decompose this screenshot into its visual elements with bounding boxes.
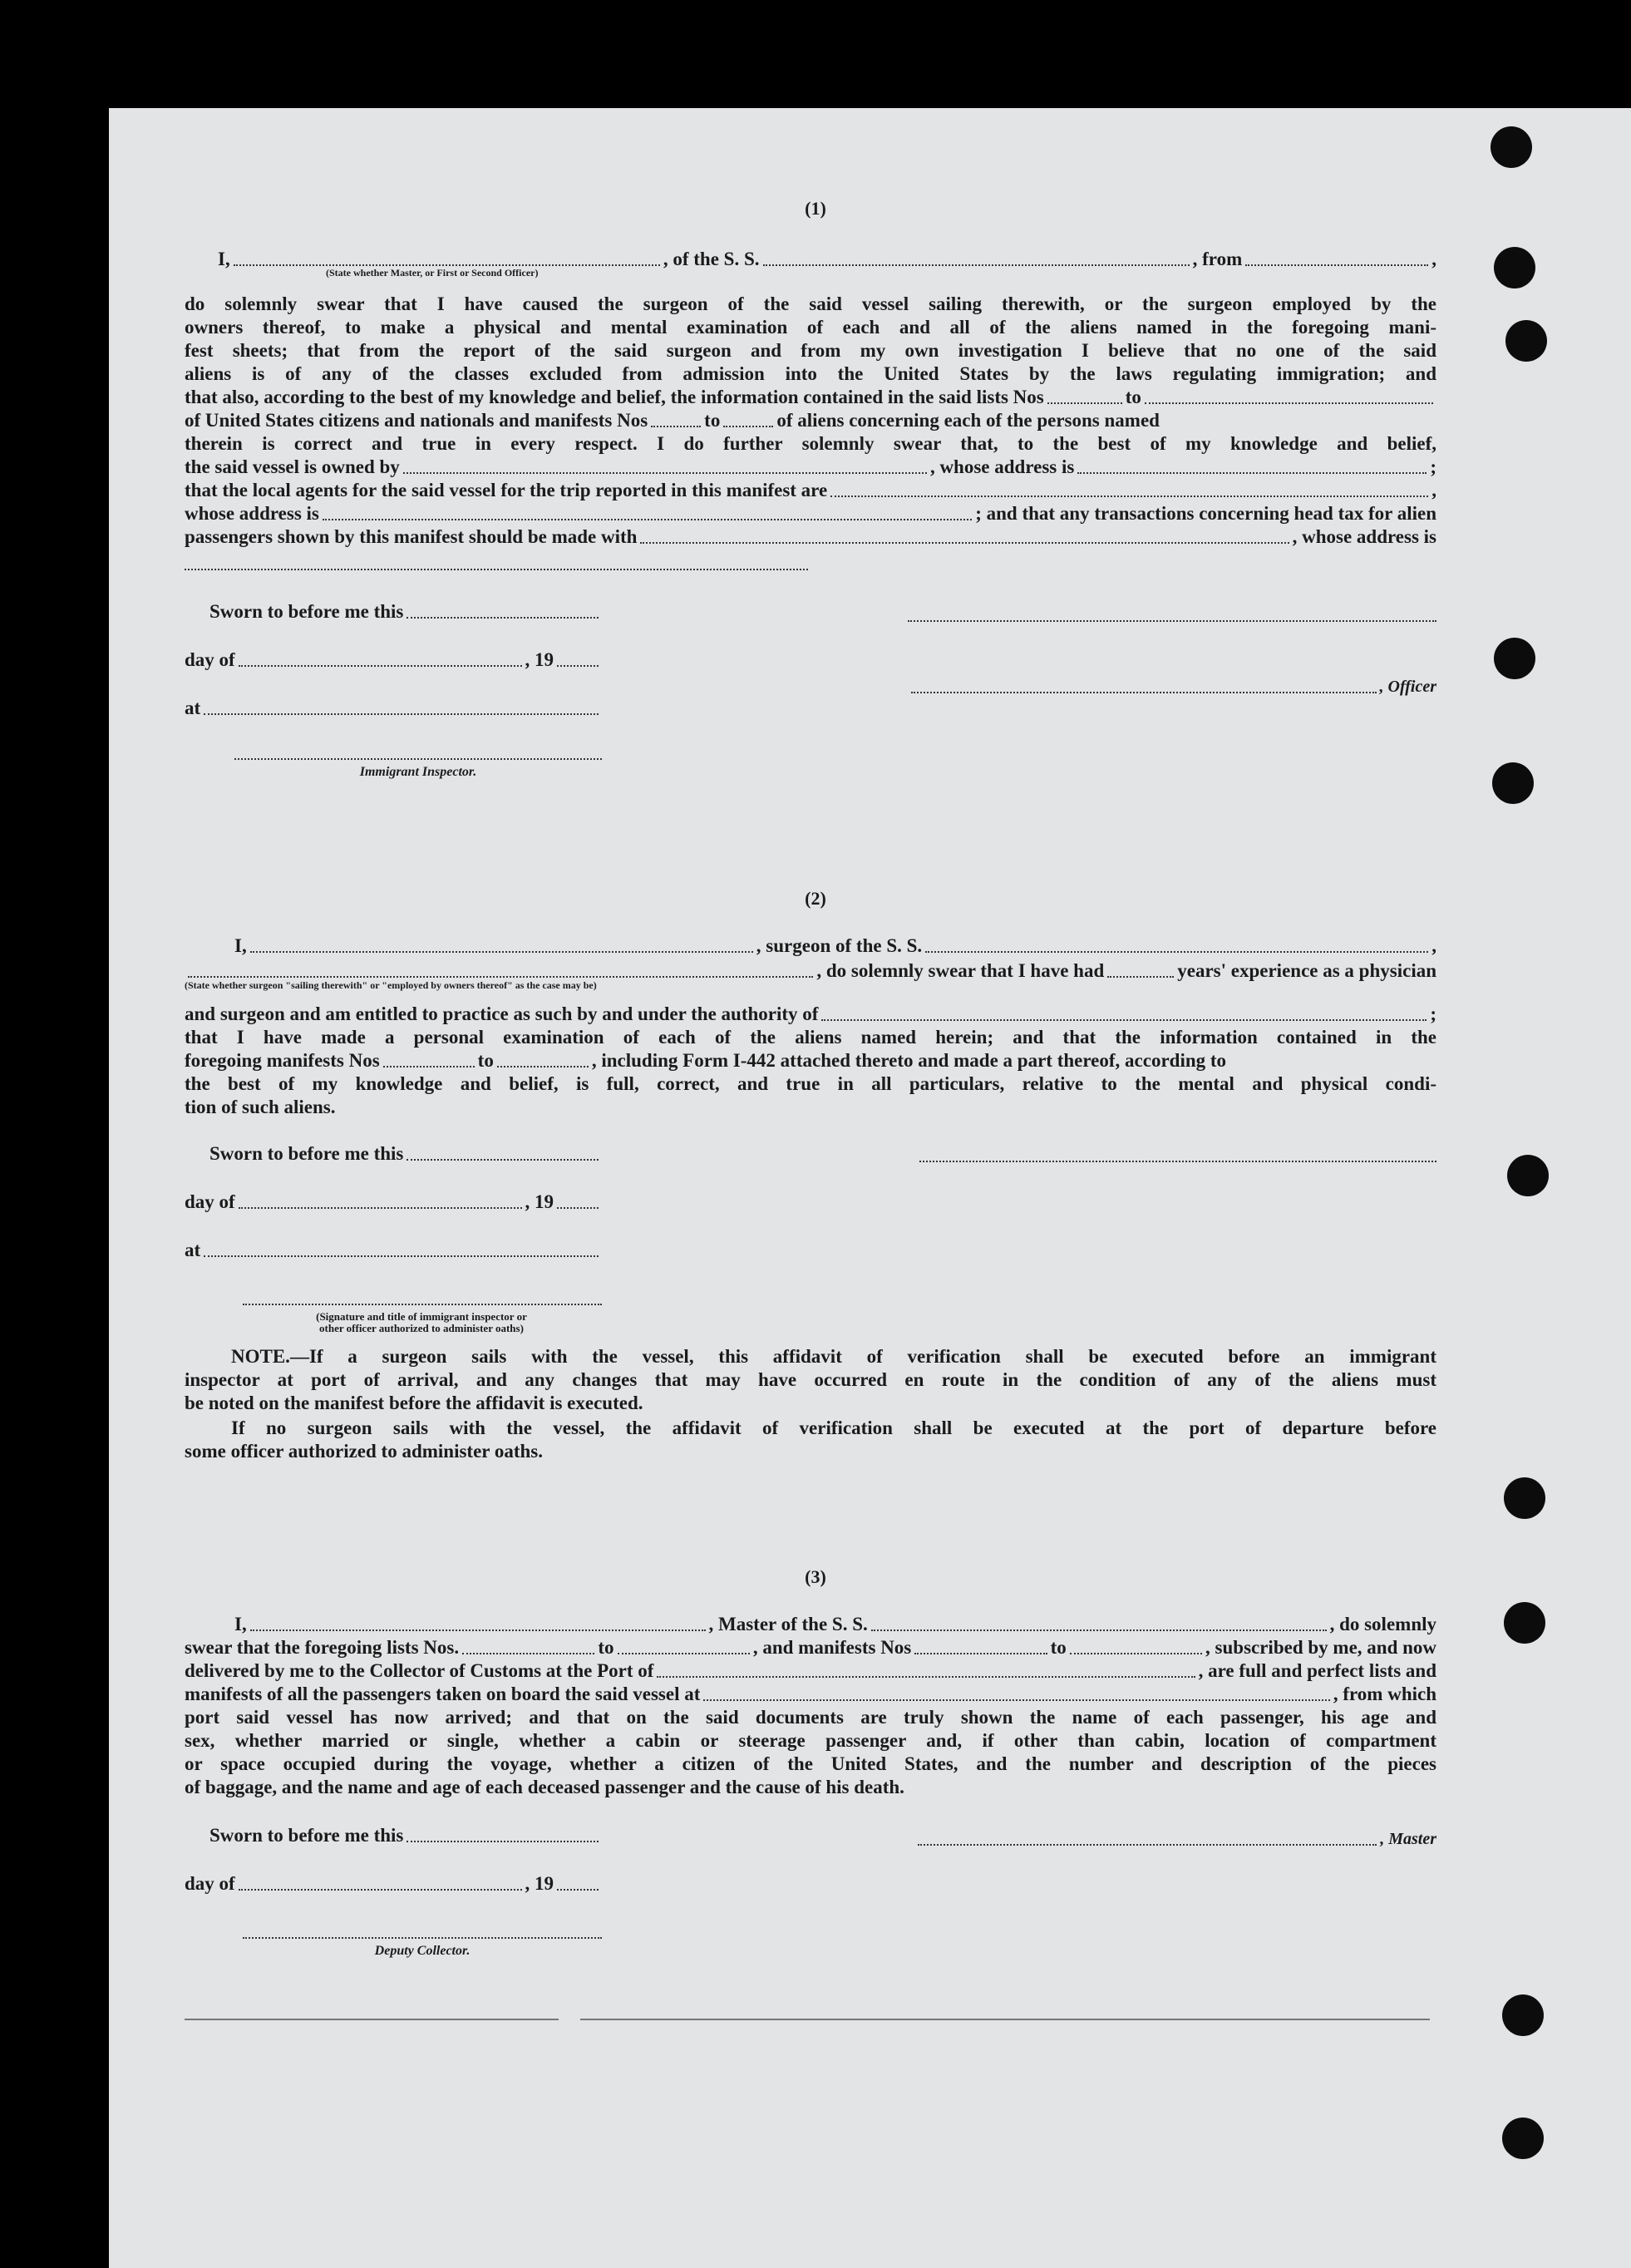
manifests-to-field[interactable]	[723, 411, 773, 427]
s1-line-6: that also, according to the best of my knowledge and belief, the information contained in the said lists Nos to	[185, 386, 1436, 409]
s2-sworn-row: Sworn to before me this	[209, 1142, 602, 1166]
note-line-3: be noted on the manifest before the affidavit is executed.	[185, 1393, 643, 1413]
year-field[interactable]	[557, 650, 599, 667]
master-name-field[interactable]	[250, 1615, 706, 1631]
s1-line-2: do solemnly swear that I have caused the surgeon of the said vessel sailing therewith, or the surgeon employed by the	[185, 293, 1436, 314]
day-month-field[interactable]	[239, 650, 522, 667]
s2-line-1: I, , surgeon of the S. S. ,	[234, 935, 1436, 956]
inspector-label: Immigrant Inspector.	[359, 765, 477, 779]
local-agents-field[interactable]	[830, 481, 1428, 497]
s1-at-row: at	[185, 697, 602, 720]
s2-day-month-field[interactable]	[239, 1192, 522, 1209]
s1-line-8: therein is correct and true in every respect. I do further solemnly swear that, to the best of my knowledge and belief,	[185, 433, 1436, 454]
punch-hole	[1494, 638, 1535, 679]
master-ship-field[interactable]	[871, 1615, 1327, 1631]
s2-sig-label-1: (Signature and title of immigrant inspector or	[316, 1310, 527, 1323]
collector-signature-line[interactable]	[243, 1935, 602, 1939]
s1-subtitle: (State whether Master, or First or Second Officer)	[326, 267, 539, 279]
officer-name-field[interactable]	[911, 677, 1377, 693]
note-paragraph-1: NOTE.—If a surgeon sails with the vessel, this affidavit of verification shall be executed before an immigrant	[231, 1346, 1436, 1367]
section-1-header: (1)	[805, 198, 826, 219]
s3-day-month-field[interactable]	[239, 1874, 522, 1891]
s3-line-1: I, , Master of the S. S. , do solemnly	[234, 1614, 1436, 1634]
s3-sworn-row: Sworn to before me this	[209, 1824, 602, 1847]
s2-inspector-signature-line[interactable]	[243, 1302, 602, 1305]
s1-line-3: owners thereof, to make a physical and mental examination of each and all of the aliens named in the foregoing mani-	[185, 317, 1436, 338]
s3-line-3: delivered by me to the Collector of Customs at the Port of , are full and perfect lists and	[185, 1660, 1436, 1681]
s3-manifests-from-field[interactable]	[914, 1638, 1047, 1654]
surgeon-status-field[interactable]	[188, 961, 813, 978]
section-2-header: (2)	[805, 888, 826, 909]
years-field[interactable]	[1107, 961, 1174, 978]
s3-line-4: manifests of all the passengers taken on board the said vessel at , from which	[185, 1684, 1436, 1704]
surgeon-signature-line[interactable]	[919, 1159, 1436, 1162]
punch-hole	[1507, 1155, 1549, 1196]
s2-manifests-from-field[interactable]	[383, 1051, 475, 1067]
bottom-rule-right	[580, 2017, 1430, 2020]
manifests-from-field[interactable]	[651, 411, 701, 427]
s1-line-12: passengers shown by this manifest should be made with , whose address is	[185, 526, 1436, 547]
head-tax-field[interactable]	[640, 527, 1289, 544]
s3-lists-from-field[interactable]	[462, 1638, 594, 1654]
s3-day-row: day of , 19	[185, 1872, 602, 1896]
lists-from-field[interactable]	[1047, 387, 1122, 404]
sworn-date-field[interactable]	[407, 602, 599, 619]
note-line-4: If no surgeon sails with the vessel, the affidavit of verification shall be executed at the port of departure before	[231, 1418, 1436, 1438]
s1-line-5: aliens is of any of the classes excluded from admission into the United States by the laws regulating immigration; and	[185, 363, 1436, 384]
surgeon-name-field[interactable]	[250, 936, 753, 953]
s2-manifests-to-field[interactable]	[497, 1051, 589, 1067]
s1-day-row: day of , 19	[185, 648, 602, 672]
s1-line-11: whose address is ; and that any transactions concerning head tax for alien	[185, 503, 1436, 524]
officer-signature-line[interactable]	[908, 619, 1436, 622]
boarding-place-field[interactable]	[703, 1684, 1329, 1701]
lists-to-field[interactable]	[1145, 387, 1433, 404]
bottom-rule-left	[185, 2017, 559, 2020]
s2-line-2: , do solemnly swear that I have had years' experience as a physician	[185, 959, 1436, 983]
s1-line-4: fest sheets; that from the report of the said surgeon and from my own investigation I believe that no one of the said	[185, 340, 1436, 361]
punch-hole	[1504, 1602, 1545, 1644]
collector-label: Deputy Collector.	[374, 1944, 471, 1958]
inspector-signature-line[interactable]	[234, 757, 602, 760]
s2-at-row: at	[185, 1239, 602, 1262]
ship-name-field[interactable]	[763, 249, 1190, 266]
s2-line-3: and surgeon and am entitled to practice as such by and under the authority of ;	[185, 1003, 1436, 1024]
note-line-5: some officer authorized to administer oaths.	[185, 1441, 543, 1462]
owner-field[interactable]	[403, 457, 927, 474]
from-field[interactable]	[1245, 249, 1428, 266]
s3-sworn-date-field[interactable]	[407, 1826, 599, 1842]
port-field[interactable]	[657, 1661, 1195, 1678]
punch-hole	[1502, 1994, 1544, 2036]
s1-officer-row: , Officer	[908, 675, 1436, 698]
s3-line-2: swear that the foregoing lists Nos. to , and manifests Nos to , subscribed by me, and now	[185, 1637, 1437, 1658]
section-3-header: (3)	[805, 1566, 826, 1587]
s3-master-row: , Master	[914, 1827, 1436, 1851]
s3-line-7: or space occupied during the voyage, whether a citizen of the United States, and the number and description of the pieces	[185, 1753, 1436, 1774]
at-place-field[interactable]	[204, 698, 599, 715]
address-continuation-line[interactable]	[185, 567, 808, 570]
s2-year-field[interactable]	[557, 1192, 599, 1209]
s2-line-5: foregoing manifests Nos to , including Form I-442 attached thereto and made a part thereof, according to	[185, 1050, 1227, 1071]
s2-subtitle: (State whether surgeon "sailing therewith" or "employed by owners thereof" as the case may be)	[185, 979, 597, 991]
surgeon-ship-field[interactable]	[925, 936, 1428, 953]
s2-day-row: day of , 19	[185, 1191, 602, 1214]
s2-sig-label-2: other officer authorized to administer oaths)	[319, 1322, 524, 1334]
note-lead: NOTE.	[231, 1346, 290, 1367]
s2-sworn-date-field[interactable]	[407, 1144, 599, 1161]
s1-line-7: of United States citizens and nationals and manifests Nos to of aliens concerning each of the persons named	[185, 410, 1160, 431]
name-field[interactable]	[234, 249, 660, 266]
s2-line-4: that I have made a personal examination of each of the aliens named herein; and that the information contained in the	[185, 1027, 1436, 1048]
agents-address-field[interactable]	[323, 504, 972, 520]
owner-address-field[interactable]	[1077, 457, 1427, 474]
s2-at-place-field[interactable]	[204, 1240, 599, 1257]
punch-hole	[1491, 126, 1532, 168]
authority-field[interactable]	[821, 1004, 1427, 1021]
punch-hole	[1505, 320, 1547, 362]
s2-line-7: tion of such aliens.	[185, 1097, 336, 1117]
s3-line-5: port said vessel has now arrived; and that on the said documents are truly shown the name of each passenger, his age and	[185, 1707, 1436, 1728]
punch-hole	[1504, 1477, 1545, 1519]
s2-line-6: the best of my knowledge and belief, is full, correct, and true in all particulars, relative to the mental and physical condi-	[185, 1073, 1436, 1094]
s1-sworn-row: Sworn to before me this	[209, 600, 602, 624]
s1-line-10: that the local agents for the said vessel for the trip reported in this manifest are ,	[185, 480, 1436, 500]
s1-line-1: I, , of the S. S. , from ,	[218, 249, 1437, 269]
s3-lists-to-field[interactable]	[618, 1638, 750, 1654]
punch-hole	[1502, 2118, 1544, 2159]
s3-line-8: of baggage, and the name and age of each deceased passenger and the cause of his death.	[185, 1777, 904, 1797]
note-line-2: inspector at port of arrival, and any changes that may have occurred en route in the condition of any of the aliens must	[185, 1369, 1436, 1390]
punch-hole	[1492, 762, 1534, 804]
s1-line-9: the said vessel is owned by , whose address is ;	[185, 456, 1436, 477]
s3-manifests-to-field[interactable]	[1070, 1638, 1202, 1654]
punch-hole	[1494, 247, 1535, 288]
master-signature-field[interactable]	[918, 1829, 1377, 1846]
s3-line-6: sex, whether married or single, whether a cabin or steerage passenger and, if other than cabin, location of compartment	[185, 1730, 1436, 1751]
s3-year-field[interactable]	[557, 1874, 599, 1891]
